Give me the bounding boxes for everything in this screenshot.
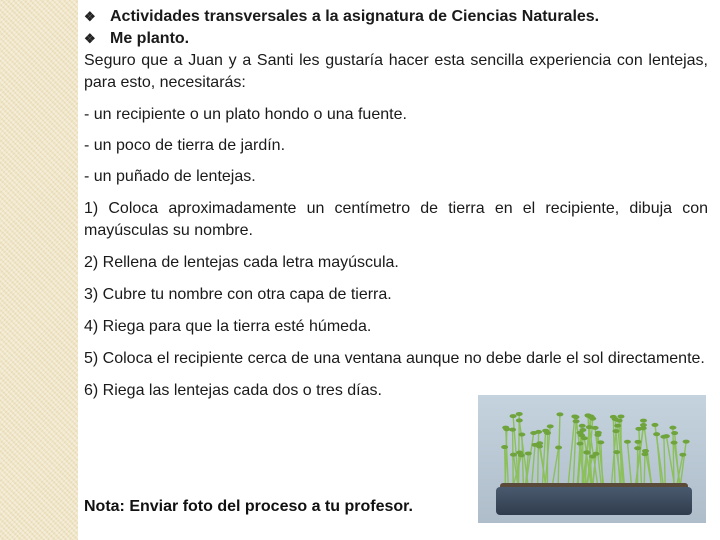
sprout-leaf (542, 429, 549, 433)
sprout-leaf (578, 433, 585, 437)
material-item: - un recipiente o un plato hondo o una fuente. (84, 106, 407, 123)
material-item: - un puñado de lentejas. (84, 168, 256, 185)
step-item: 3) Cubre tu nombre con otra capa de tierra. (84, 286, 392, 303)
sprout-stem (519, 414, 520, 487)
bullet-text: Me planto. (110, 30, 190, 47)
sprout-stem (558, 414, 560, 487)
sprout-stem (513, 430, 514, 487)
sprout-leaf (573, 419, 580, 423)
sprout-leaf (634, 446, 641, 450)
sprout-leaf (571, 414, 578, 418)
sprout-stem (522, 435, 524, 487)
sprout-leaf (592, 426, 599, 430)
diamond-bullet-icon: ❖ (84, 9, 96, 24)
sprout-leaf (651, 423, 658, 427)
sprout-leaf (640, 419, 647, 423)
sprout-leaf (597, 440, 604, 444)
sprout-leaf (610, 415, 617, 419)
bullet-text: Actividades transversales a la asignatura de Ciencias Naturales. (110, 8, 600, 25)
sprout-leaf (516, 412, 523, 416)
document-body (84, 6, 708, 402)
sprout-leaf (556, 412, 563, 416)
sprout-leaf (617, 414, 624, 418)
sprout-leaf (501, 445, 508, 449)
sprout-leaf (586, 425, 593, 429)
sprout-leaf (510, 414, 517, 418)
sprout-leaf (518, 453, 525, 457)
sprout-leaf (547, 424, 554, 428)
sprout-stem (505, 447, 506, 487)
sprout-leaf (671, 431, 678, 435)
sprout-leaf (613, 450, 620, 454)
sprout-stem (664, 437, 665, 487)
step-item: 6) Riega las lentejas cada dos o tres días. (84, 382, 382, 399)
sprout-leaf (535, 430, 542, 434)
step-item: 2) Rellena de lentejas cada letra mayúscula. (84, 254, 399, 271)
sprout-leaf (635, 440, 642, 444)
sprout-leaf (579, 424, 586, 428)
sprout-leaf (589, 455, 596, 459)
sprout-stem (538, 432, 539, 487)
sprout-leaf (614, 424, 621, 428)
sprout-stem (627, 442, 631, 487)
bullet-heading-me-planto (84, 28, 708, 50)
sprout-leaf (640, 426, 647, 430)
note-text: Nota: Enviar foto del proceso a tu profesor. (84, 498, 413, 515)
intro-paragraph: Seguro que a Juan y a Santi les gustaría hacer esta sencilla experiencia con lentejas, para esto, necesitarás: (84, 52, 708, 91)
sprout-leaf (624, 440, 631, 444)
decorative-side-strip (0, 0, 78, 540)
sprout-leaf (584, 451, 591, 455)
sprout-leaf (587, 414, 594, 418)
sprout-leaf (555, 445, 562, 449)
sprout-leaf (532, 443, 539, 447)
sprout-leaf (579, 428, 586, 432)
sprout-leaf (616, 419, 623, 423)
sprout-leaf (518, 433, 525, 437)
step-item: 4) Riega para que la tierra esté húmeda. (84, 318, 372, 335)
sprout-leaf (679, 453, 686, 457)
sprout-leaf (612, 429, 619, 433)
sprout-leaf (577, 442, 584, 446)
sprout-leaf (641, 452, 648, 456)
sprout-leaf (683, 440, 690, 444)
tray (496, 487, 692, 515)
sprout-leaf (653, 432, 660, 436)
sprout-leaf (516, 418, 523, 422)
sprout-stem (531, 445, 535, 487)
step-item: 1) Coloca aproximadamente un centímetro de tierra en el recipiente, dibuja con mayúsculas su nombre. (84, 200, 708, 239)
bullet-heading-activities (84, 6, 708, 28)
step-item: 5) Coloca el recipiente cerca de una ventana aunque no debe darle el sol directamente. (84, 350, 705, 367)
material-item: - un poco de tierra de jardín. (84, 137, 286, 154)
sprout-leaf (671, 441, 678, 445)
sprout-leaf (663, 434, 670, 438)
sprout-leaf (510, 453, 517, 457)
sprout-leaf (525, 451, 532, 455)
sprout-leaf (509, 428, 516, 432)
sprout-leaf (595, 431, 602, 435)
diamond-bullet-icon: ❖ (84, 31, 96, 46)
sprout-leaf (669, 426, 676, 430)
lentil-sprouts-photo (478, 395, 706, 523)
